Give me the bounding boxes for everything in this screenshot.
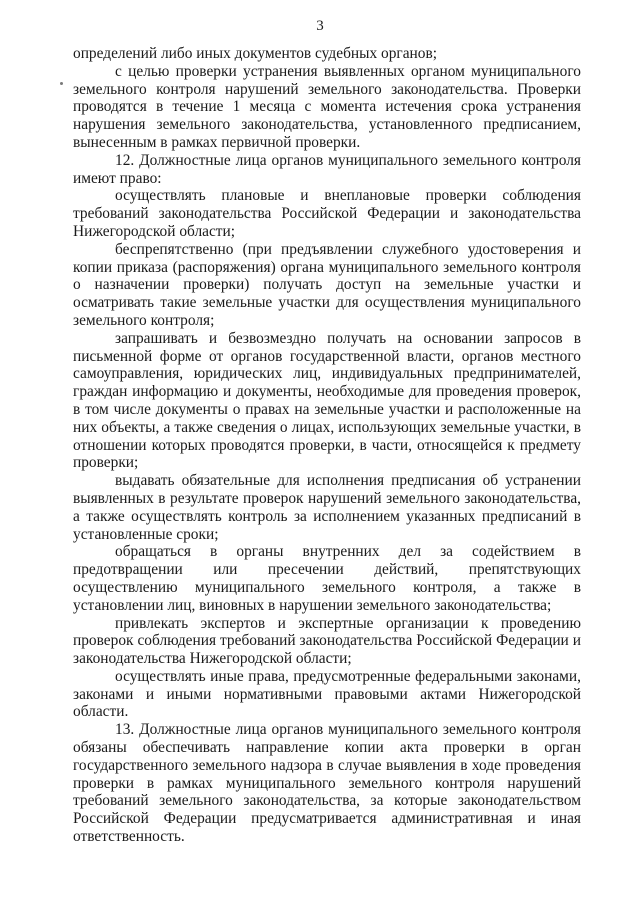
document-body <box>73 45 581 846</box>
paragraph-right-request-info: запрашивать и безвозмездно получать на основании запросов в письменной форме от органов государственной власти, органов местного самоуправления, юридических лиц, индивидуальных предпринимателей, граждан информацию и документы, необходимые для проведения проверок, в том числе документы о правах на земельные участки и расположенные на них объекты, а также сведения о лицах, использующих земельные участки, в отношении которых проводятся проверки, в части, относящейся к предмету проверки; <box>73 329 581 472</box>
paragraph-continuation: определений либо иных документов судебных органов; <box>73 45 438 62</box>
paragraph-right-experts: привлекать экспертов и экспертные организации к проведению проверок соблюдения требований законодательства Российской Федерации и законодательства Нижегородской области; <box>73 614 581 668</box>
page-number: 3 <box>316 18 324 34</box>
paragraph-13-duties: 13. Должностные лица органов муниципального земельного контроля обязаны обеспечивать направление копии акта проверки в орган государственного земельного надзора в случае выявления в ходе проведения проверки в рамках муниципального земельного контроля нарушений требований земельного законодательства, за которые законодательством Российской Федерации предусматривается административная и иная ответственность. <box>73 721 581 846</box>
paragraph-right-police: обращаться в органы внутренних дел за содействием в предотвращении или пресечении действий, препятствующих осуществлению муниципального земельного контроля, а также в установлении лиц, виновных в нарушении земельного законодательства; <box>73 543 581 614</box>
paragraph-right-access: беспрепятственно (при предъявлении служебного удостоверения и копии приказа (распоряжения) органа муниципального земельного контроля о назначении проверки) получать доступ на земельные участки и осматривать такие земельные участки для осуществления муниципального земельного контроля; <box>73 240 581 329</box>
paragraph-right-other: осуществлять иные права, предусмотренные федеральными законами, законами и иными нормативными правовыми актами Нижегородской области. <box>73 667 581 721</box>
paragraph-recheck-purpose: с целью проверки устранения выявленных органом муниципального земельного контроля нарушений земельного законодательства. Проверки проводятся в течение 1 месяца с момента истечения срока устранения нарушения земельного законодательства, установленного предписанием, вынесенным в рамках первичной проверки. <box>73 62 581 151</box>
scan-speck <box>60 82 63 85</box>
paragraph-right-orders: выдавать обязательные для исполнения предписания об устранении выявленных в результате проверок нарушений земельного законодательства, а также осуществлять контроль за исполнением указанных предписаний в установленные сроки; <box>73 472 581 543</box>
paragraph-right-inspections: осуществлять плановые и внеплановые проверки соблюдения требований законодательства Российской Федерации и законодательства Нижегородской области; <box>73 187 581 240</box>
paragraph-12-rights-intro: 12. Должностные лица органов муниципального земельного контроля имеют право: <box>73 151 581 187</box>
